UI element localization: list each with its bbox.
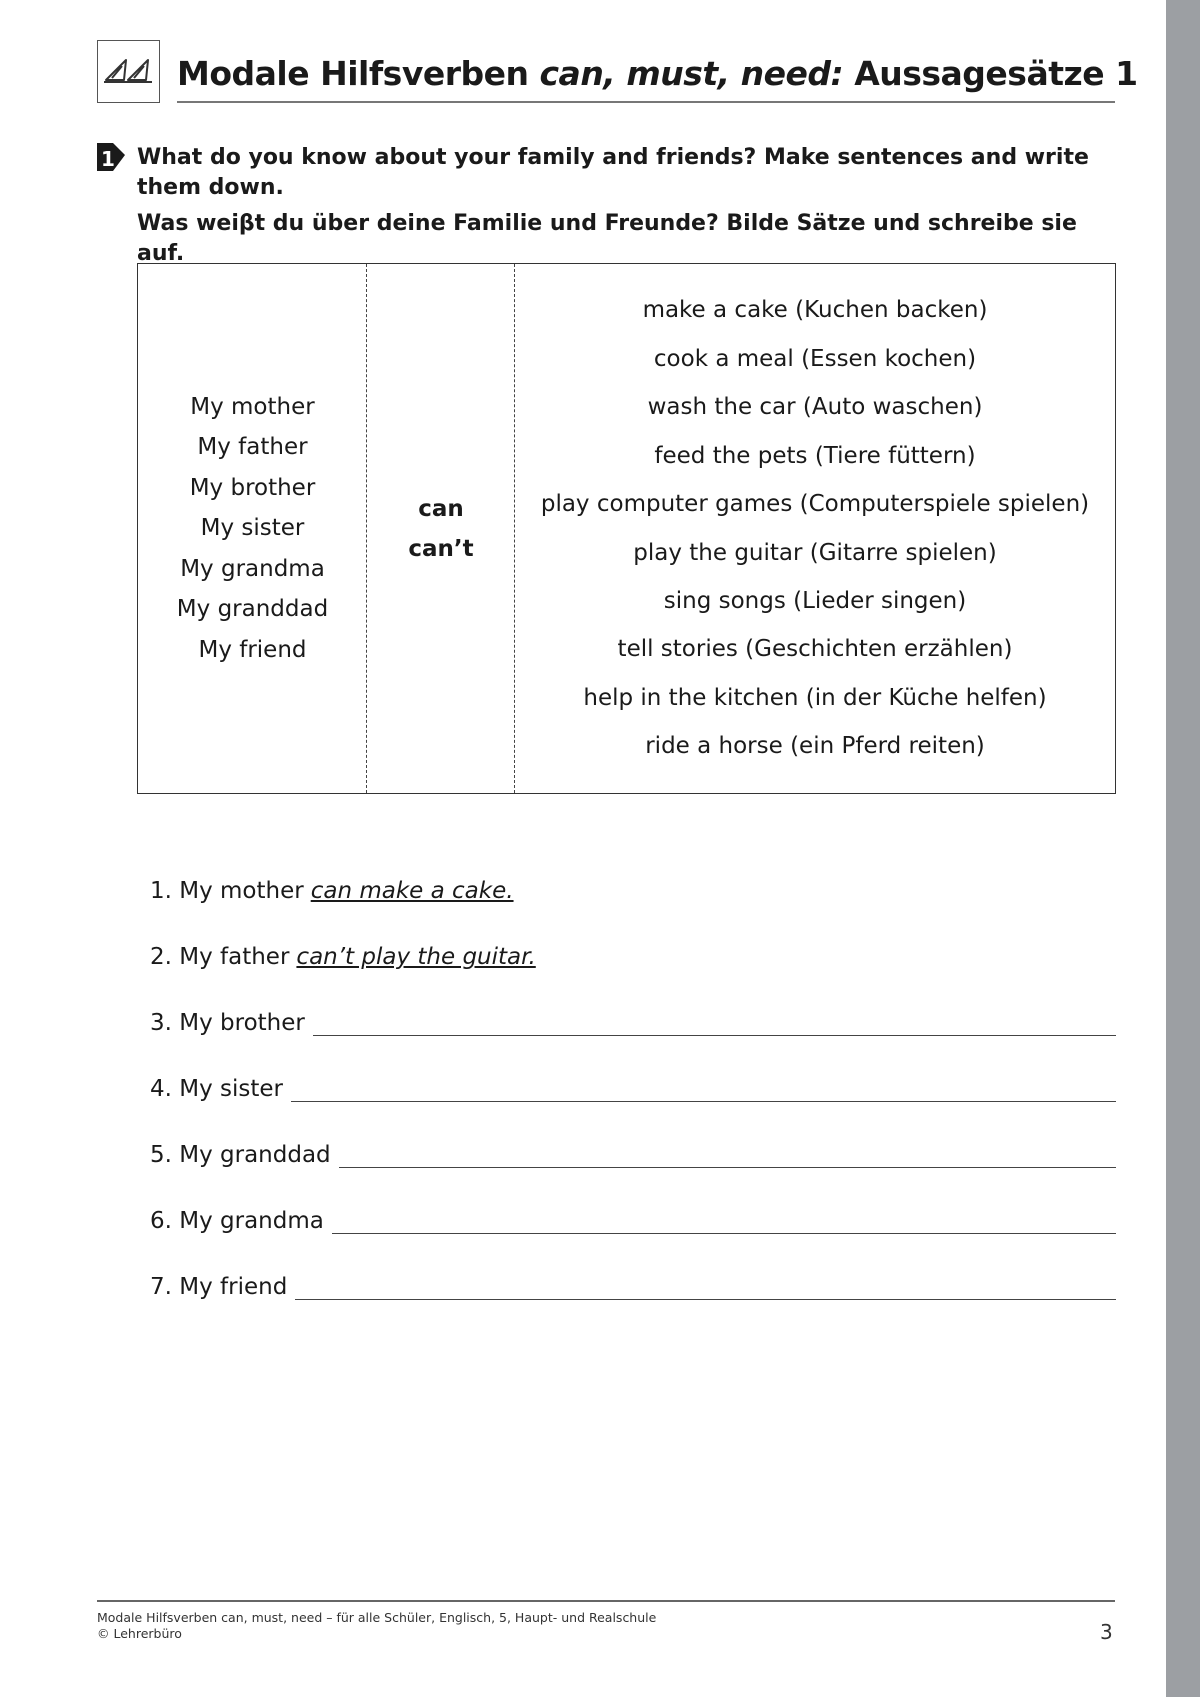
answer-line[interactable] [332, 1204, 1116, 1234]
subject-item: My friend [198, 636, 307, 663]
sentence-stem: 6. My grandma [150, 1208, 324, 1234]
activity-item: make a cake (Kuchen backen) [642, 297, 988, 324]
footer [97, 1610, 656, 1642]
answer-line[interactable] [295, 1270, 1116, 1300]
level-logo-icon [102, 52, 156, 92]
subject-item: My brother [189, 474, 316, 501]
task-marker [96, 141, 126, 177]
sentence-row [150, 1190, 1116, 1234]
level-logo [97, 40, 160, 103]
sentence-stem: 1. My mother [150, 878, 304, 904]
footer-copyright: © Lehrerbüro [97, 1626, 182, 1641]
subject-item: My father [197, 434, 308, 461]
subjects-column [138, 264, 367, 793]
sentence-row [150, 1124, 1116, 1168]
title-part-1: Modale Hilfsverben [177, 54, 540, 93]
title-underline [177, 101, 1115, 103]
footer-source: Modale Hilfsverben can, must, need – für alle Schüler, Englisch, 5, Haupt- und Realschule [97, 1610, 657, 1625]
sentence-list [150, 860, 1116, 1322]
substitution-table [137, 263, 1116, 794]
title-italic: can, must, need: [539, 54, 844, 93]
activity-item: play computer games (Computerspiele spielen) [540, 491, 1090, 518]
sentence-row [150, 860, 1116, 904]
activity-item: tell stories (Geschichten erzählen) [617, 636, 1013, 663]
modal-cant: can’t [408, 535, 474, 562]
task-instruction [137, 143, 1122, 275]
subject-item: My granddad [176, 596, 329, 623]
activity-item: help in the kitchen (in der Küche helfen) [583, 684, 1047, 711]
title-part-2: Aussagesätze 1 [843, 54, 1138, 93]
modals-column [367, 264, 515, 793]
sentence-row [150, 1058, 1116, 1102]
sentence-stem: 5. My granddad [150, 1142, 331, 1168]
sentence-row [150, 992, 1116, 1036]
activities-column [515, 264, 1115, 793]
sentence-stem: 2. My father [150, 944, 290, 970]
task-number: 1 [101, 147, 115, 171]
activity-item: wash the car (Auto waschen) [647, 394, 983, 421]
subject-item: My grandma [180, 555, 325, 582]
answer-line[interactable] [313, 1006, 1116, 1036]
footer-divider [97, 1600, 1115, 1602]
activity-item: sing songs (Lieder singen) [663, 587, 967, 614]
sentence-row [150, 926, 1116, 970]
activity-item: play the guitar (Gitarre spielen) [633, 539, 997, 566]
instruction-german: Was weiβt du über deine Familie und Freunde? Bilde Sätze und schreibe sie auf. [137, 211, 1077, 266]
activity-item: ride a horse (ein Pferd reiten) [645, 733, 985, 760]
sentence-stem: 3. My brother [150, 1010, 305, 1036]
instruction-english: What do you know about your family and friends? Make sentences and write them down. [137, 145, 1089, 200]
answer-line[interactable] [291, 1072, 1116, 1102]
page-number: 3 [1100, 1620, 1113, 1644]
subject-item: My mother [190, 393, 315, 420]
modal-can: can [418, 495, 464, 522]
page-title [177, 54, 1138, 93]
sentence-stem: 4. My sister [150, 1076, 284, 1102]
subject-item: My sister [200, 515, 305, 542]
activity-item: feed the pets (Tiere füttern) [654, 442, 976, 469]
sentence-row [150, 1256, 1116, 1300]
activity-item: cook a meal (Essen kochen) [653, 345, 977, 372]
example-answer: can’t play the guitar. [296, 944, 536, 970]
answer-line[interactable] [339, 1138, 1116, 1168]
sentence-stem: 7. My friend [150, 1274, 288, 1300]
page-edge-band [1166, 0, 1200, 1697]
task-arrow-icon [96, 141, 126, 173]
example-answer: can make a cake. [310, 878, 514, 904]
